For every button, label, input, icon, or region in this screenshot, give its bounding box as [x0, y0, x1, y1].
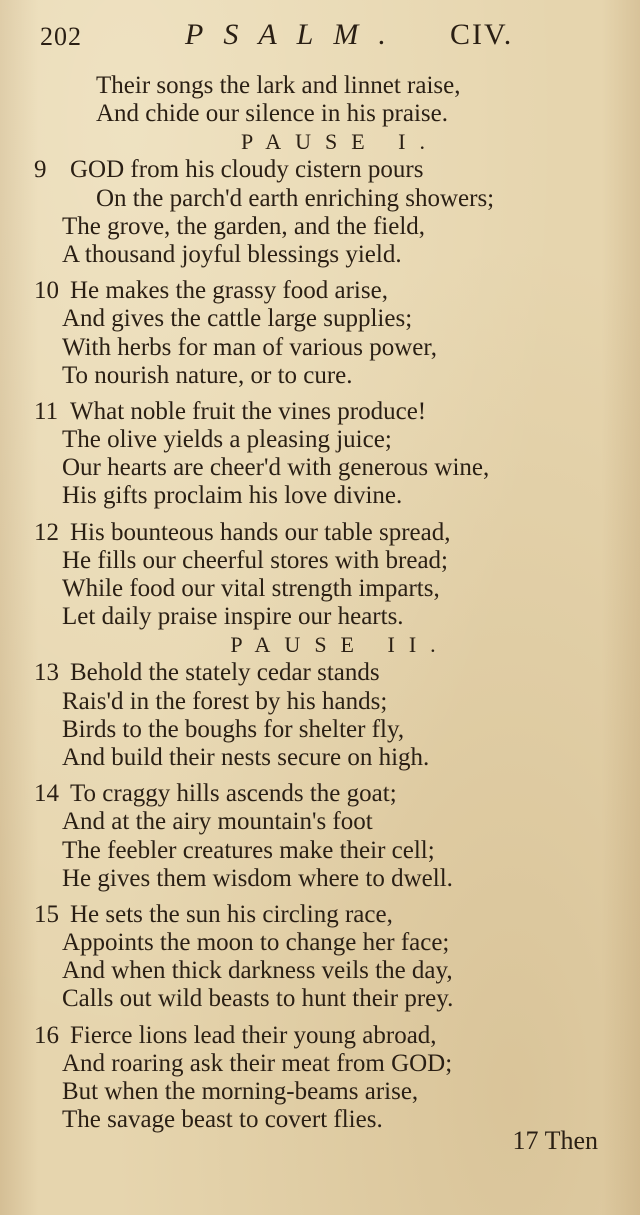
- verse-number: 16: [34, 1021, 59, 1049]
- verse-number: 9: [34, 156, 47, 184]
- verse-line: [0, 305, 640, 333]
- verse-text: And build their nests secure on high.: [62, 743, 430, 771]
- verse-text: His gifts proclaim his love divine.: [62, 482, 403, 510]
- verse-text: A thousand joyful blessings yield.: [62, 240, 402, 268]
- verse-text: He gives them wisdom where to dwell.: [62, 864, 453, 892]
- stanza-gap: [0, 511, 640, 519]
- verse-text: His bounteous hands our table spread,: [70, 518, 451, 546]
- verse-line: [0, 865, 640, 893]
- verse-line: [0, 185, 640, 213]
- verse-text: The olive yields a pleasing juice;: [62, 426, 392, 454]
- verse-line: [0, 241, 640, 269]
- verse-line: [0, 837, 640, 865]
- verse-line: [0, 72, 640, 100]
- verse-line: [0, 426, 640, 454]
- verse-text: Their songs the lark and linnet raise,: [96, 72, 461, 99]
- verse-text: On the parch'd earth enriching showers;: [96, 184, 495, 212]
- verse-number: 10: [34, 277, 59, 305]
- verse-line: [0, 519, 640, 547]
- verse-line: [0, 277, 640, 305]
- verse-line: [0, 901, 640, 929]
- verse-text: And when thick darkness veils the day,: [62, 957, 453, 985]
- verse-text: Behold the stately cedar stands: [70, 659, 380, 687]
- verse-number: 13: [34, 659, 59, 687]
- page-header: [0, 18, 640, 58]
- verse-line: [0, 334, 640, 362]
- verse-line: [0, 213, 640, 241]
- verse-line: [0, 1022, 640, 1050]
- verse-text: Calls out wild beasts to hunt their prey.: [62, 985, 454, 1013]
- verse-line: [0, 688, 640, 716]
- verse-line: [0, 547, 640, 575]
- verse-line: [0, 1050, 640, 1078]
- verse-text: Let daily praise inspire our hearts.: [62, 603, 404, 631]
- verse-line: [0, 808, 640, 836]
- verse-line: [0, 1078, 640, 1106]
- verse-line: [0, 929, 640, 957]
- verse-number: 14: [34, 780, 59, 808]
- verse-text: He fills our cheerful stores with bread;: [62, 546, 448, 574]
- verse-text: And at the airy mountain's foot: [62, 808, 373, 836]
- verse-text: He sets the sun his circling race,: [70, 900, 393, 928]
- psalm-text: [0, 72, 640, 1134]
- verse-text: And chide our silence in his praise.: [96, 100, 448, 128]
- verse-line: [0, 985, 640, 1013]
- verse-text: While food our vital strength imparts,: [62, 575, 440, 602]
- running-head: PSALM.: [185, 18, 406, 51]
- pause-heading: PAUSE I.: [241, 129, 439, 155]
- stanza-gap: [0, 390, 640, 398]
- verse-number: 12: [34, 518, 59, 546]
- stanza-gap: [0, 269, 640, 277]
- verse-line: [0, 659, 640, 687]
- verse-text: With herbs for man of various power,: [62, 333, 437, 361]
- verse-line: [0, 482, 640, 510]
- page-number: 202: [40, 22, 82, 51]
- verse-line: [0, 398, 640, 426]
- verse-number: 11: [34, 397, 59, 425]
- verse-line: [0, 744, 640, 772]
- verse-line: [0, 156, 640, 184]
- verse-text: GOD from his cloudy cistern pours: [70, 156, 424, 184]
- verse-line: [0, 575, 640, 603]
- verse-text: And gives the cattle large supplies;: [62, 305, 413, 333]
- verse-text: The savage beast to covert flies.: [62, 1106, 383, 1134]
- pause-heading: PAUSE II.: [230, 632, 450, 658]
- verse-text: Fierce lions lead their young abroad,: [70, 1021, 437, 1049]
- verse-line: [0, 100, 640, 128]
- verse-line: [0, 716, 640, 744]
- verse-text: Our hearts are cheer'd with generous wine,: [62, 454, 490, 482]
- verse-text: Appoints the moon to change her face;: [62, 929, 450, 957]
- verse-text: To nourish nature, or to cure.: [62, 361, 353, 389]
- catchword: 17 Then: [512, 1126, 598, 1155]
- verse-number: 15: [34, 900, 59, 928]
- verse-line: [0, 957, 640, 985]
- verse-line: [0, 780, 640, 808]
- stanza-gap: [0, 893, 640, 901]
- verse-text: Birds to the boughs for shelter fly,: [62, 715, 405, 743]
- verse-line: [0, 454, 640, 482]
- verse-text: What noble fruit the vines produce!: [70, 397, 427, 425]
- verse-text: Rais'd in the forest by his hands;: [62, 687, 388, 715]
- stanza-gap: [0, 772, 640, 780]
- verse-text: To craggy hills ascends the goat;: [70, 780, 397, 808]
- verse-text: The feebler creatures make their cell;: [62, 836, 435, 864]
- verse-text: But when the morning-beams arise,: [62, 1078, 419, 1105]
- verse-text: The grove, the garden, and the field,: [62, 212, 426, 240]
- verse-text: He makes the grassy food arise,: [70, 277, 388, 305]
- verse-line: [0, 362, 640, 390]
- psalm-number: CIV.: [450, 18, 514, 51]
- verse-line: [0, 603, 640, 631]
- verse-text: And roaring ask their meat from GOD;: [62, 1049, 453, 1077]
- stanza-gap: [0, 1014, 640, 1022]
